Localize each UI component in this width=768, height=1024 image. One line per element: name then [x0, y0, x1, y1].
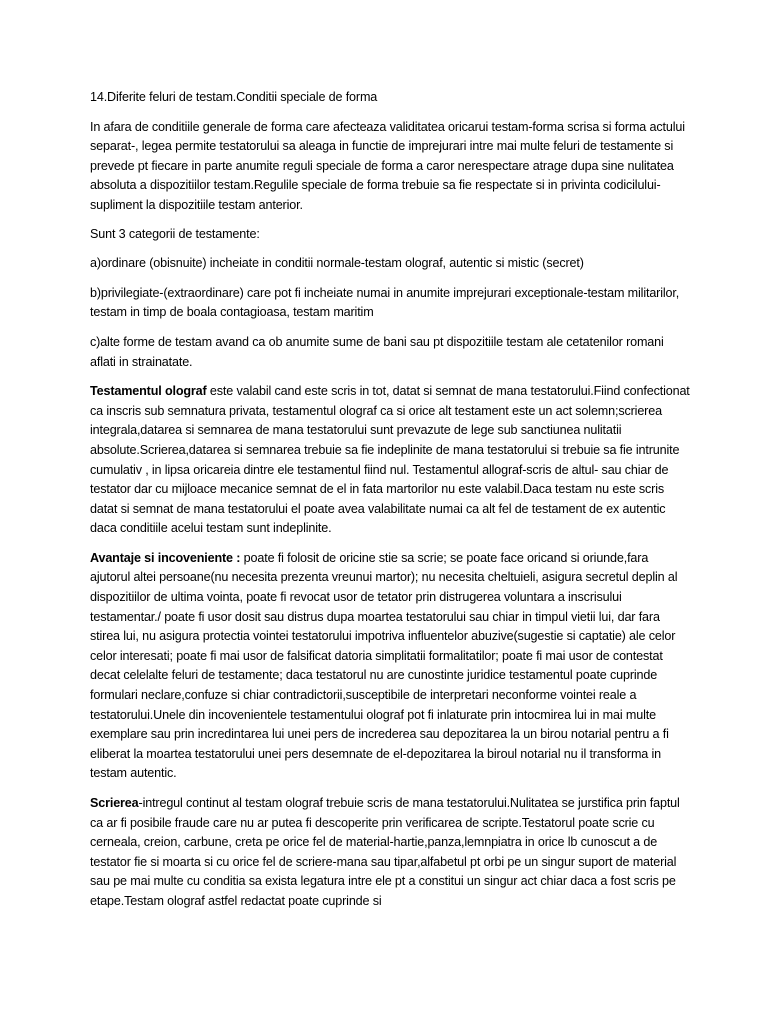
scrierea-lead: Scrierea — [90, 796, 139, 810]
category-c-paragraph: c)alte forme de testam avand ca ob anumite sume de bani sau pt dispozitiile testam ale cetatenilor romani aflati in strainatate. — [90, 334, 664, 369]
olograf-lead: Testamentul olograf — [90, 384, 207, 399]
scrierea-paragraph — [90, 794, 690, 912]
intro-paragraph: In afara de conditiile generale de forma care afecteaza validitatea oricarui testam-forma scrisa si forma actului separat-, legea permite testatorului sa aleaga in functie de imprejurari intre mai multe feluri de testamente si prevede pt fiecare in parte anumite reguli speciale de forma a caror nerespectare atrage dupa sine nulitatea absoluta a dispozitiilor testam.Regulile speciale de forma trebuie sa fie respectate si in privinta codicilului-supliment la dispozitiile testam anterior. — [90, 119, 685, 212]
olograf-paragraph — [90, 382, 690, 539]
avantaje-text: poate fi folosit de oricine stie sa scrie; se poate face oricand si oriunde,fara ajutorul altei persoane(nu necesita prezenta vreunui martor); nu necesita cheltuieli, asigura secretul deplin al dispozitiilor de ultima vointa, poate fi revocat usor de tetator prin distrugerea voluntara a inscrisului testamentar./ poate fi usor dosit sau distrus dupa moartea testatorului sau chiar in timpul vietii lui, dar fara stirea lui, nu asigura protectia vointei testatorului impotriva influentelor abuzive(sugestie si captatie) ale celor celor interesati; poate fi mai usor de falsificat datoria simplitatii formalitatilor; poate fi mai usor de contestat decat celelalte feluri de testamente; daca testatorul nu are cunostinte juridice testamentul poate cuprinde formulari neclare,confuze si chiar contradictorii,susceptibile de interpretari neconforme vointei reale a testatorului.Unele din incovenientele testamentului olograf pot fi inlaturate prin intocmirea lui in mai multe exemplare sau prin incredintarea lui unei pers de increderea sau depozitarea la un birou notarial pentru a fi eliberat la moartea testatorului unei pers desemnate de el-depozitarea la biroul notarial nu il transforma in testam autentic. — [90, 550, 678, 781]
document-title: 14.Diferite feluri de testam.Conditii speciale de forma — [90, 90, 378, 104]
olograf-text: este valabil cand este scris in tot, datat si semnat de mana testatorului.Fiind confectionat ca inscris sub semnatura privata, testamentul olograf ca si orice alt testament este un act solemn;scrierea integrala,datarea si semnarea de mana testatorului sunt prevazute de lege sub sanctiunea nulitatii absolute.Scrierea,datarea si semnarea trebuie sa fie indeplinite de mana testatorului si trebuie sa fie intrunite cumulativ , in lipsa oricareia dintre ele testamentul fiind nul. Testamentul allograf-scris de altul- sau chiar de testator dar cu mijloace mecanice semnat de el in fata martorilor nu este valabil.Daca testam nu este scris datat si semnat de mana testatorului el poate avea valabilitate numai ca alt fel de testament de ex autentic daca conditiile acelui testam sunt indeplinite. — [90, 384, 690, 536]
document-page — [90, 88, 690, 922]
avantaje-lead: Avantaje si incoveniente : — [90, 550, 241, 565]
category-b-paragraph: b)privilegiate-(extraordinare) care pot fi incheiate numai in anumite imprejurari exceptionale-testam militarilor, testam in timp de boala contagioasa, testam maritim — [90, 285, 680, 320]
avantaje-paragraph — [90, 549, 690, 784]
scrierea-text: -intregul continut al testam olograf trebuie scris de mana testatorului.Nulitatea se jurstifica prin faptul ca ar fi posibile fraude care nu ar putea fi descoperite prin verificarea de scripte.Testatorul poate scrie cu cerneala, creion, carbune, creta pe orice fel de material-hartie,panza,lemnpiatra in orice lb cunoscut a de testator fie si moarta si cu orice fel de scriere-mana sau tipar,alfabetul pt orbi pe un singur suport de material sau pe mai multe cu conditia sa exista legatura intre ele pt a constitui un singur act chiar daca a fost scris pe etape.Testam olograf astfel redactat poate cuprinde si — [90, 796, 680, 908]
category-a-paragraph: a)ordinare (obisnuite) incheiate in conditii normale-testam olograf, autentic si mistic (secret) — [90, 256, 584, 271]
categories-heading: Sunt 3 categorii de testamente: — [90, 226, 260, 241]
